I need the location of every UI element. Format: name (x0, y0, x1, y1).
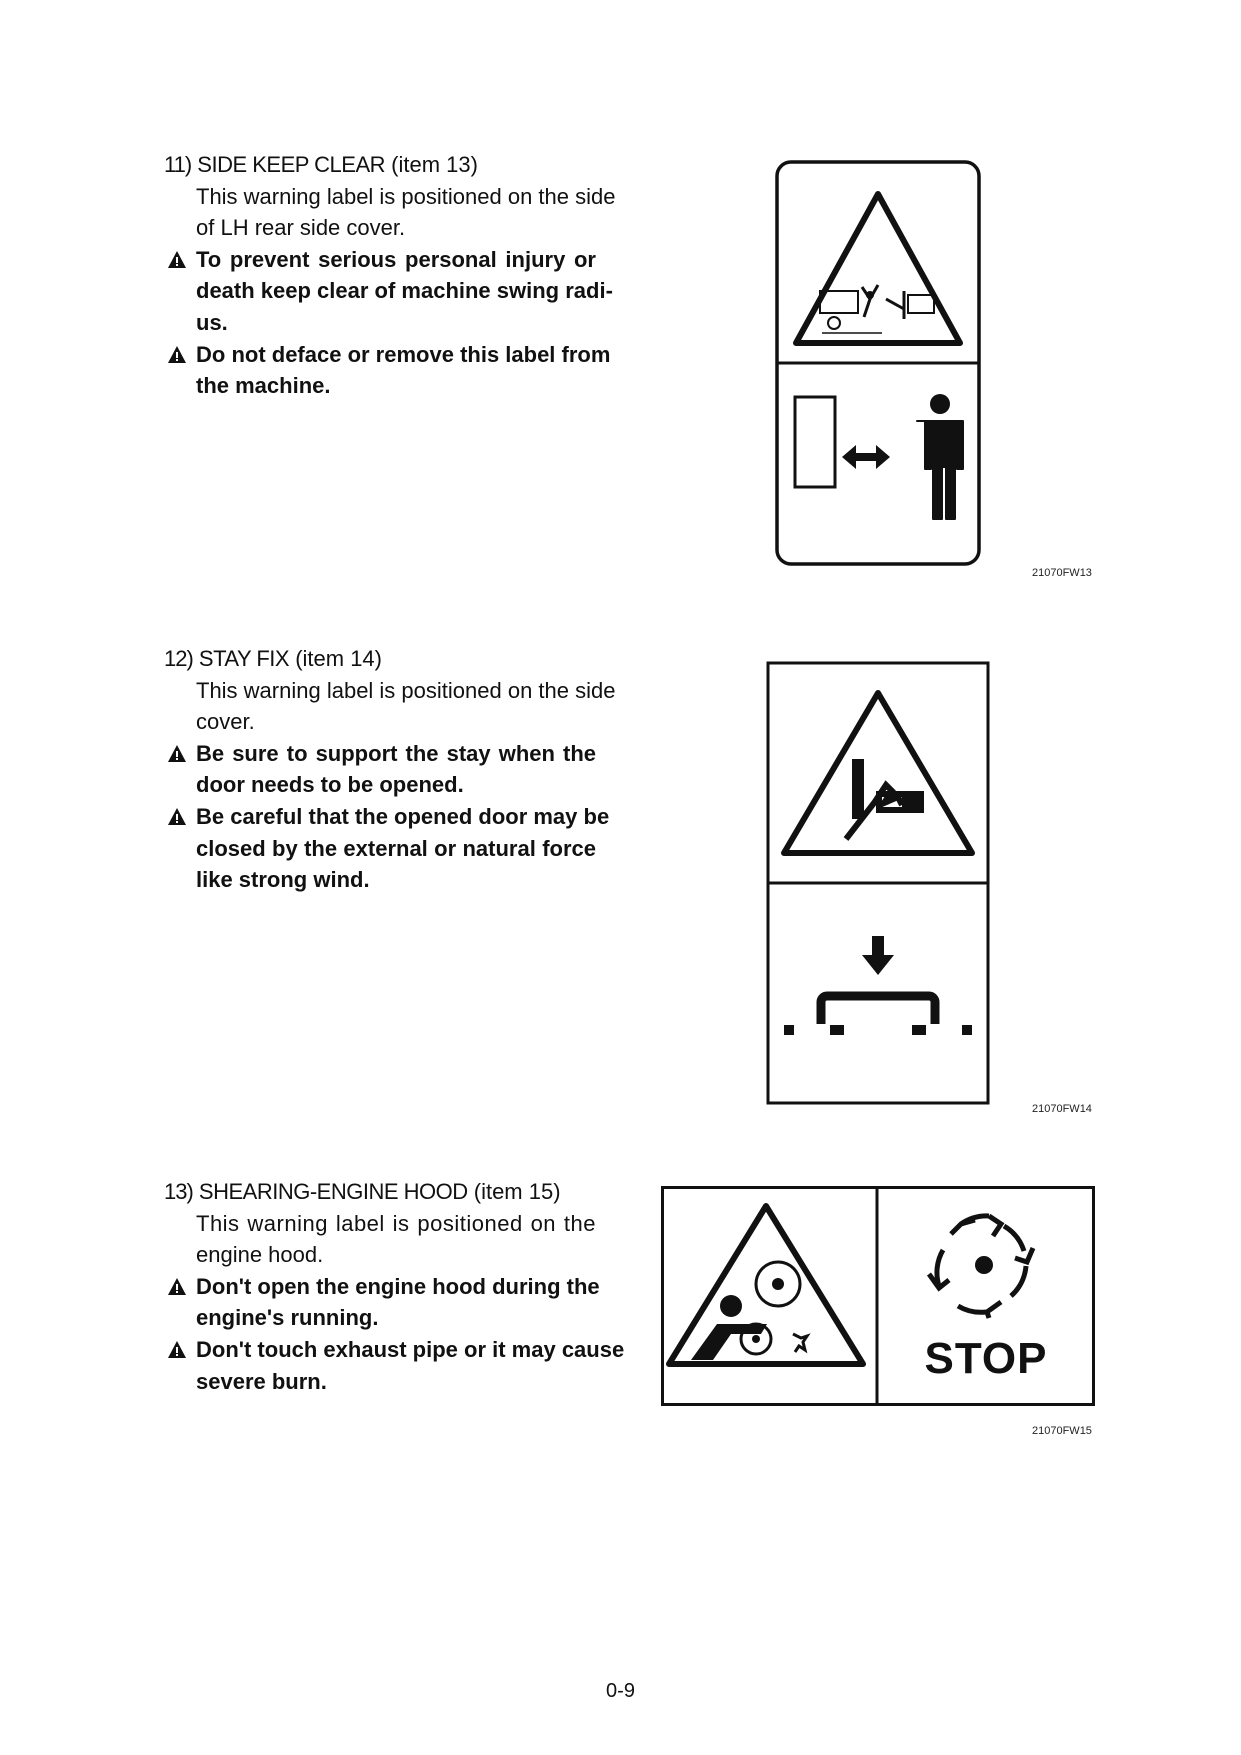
warning (196, 801, 610, 896)
figure-code: 21070FW14 (1032, 1103, 1092, 1115)
item-ref: (item 14) (295, 646, 382, 671)
description-line: This warning label is positioned on the side (196, 183, 616, 209)
warning-triangle-icon (168, 1278, 186, 1295)
section-title: STAY FIX (198, 646, 290, 671)
warning-line: like strong wind. (196, 867, 370, 893)
warning-line: closed by the external or natural force (196, 835, 596, 861)
warning (196, 339, 611, 402)
item-ref: (item 13) (391, 152, 478, 177)
warning (196, 738, 596, 801)
description (196, 675, 616, 738)
warning-line: Be careful that the opened door may be (196, 803, 610, 829)
item-ref: (item 15) (473, 1179, 561, 1204)
description-line: cover. (196, 709, 255, 735)
warning (196, 1334, 625, 1397)
warning-line: Don't open the engine hood during the (196, 1273, 600, 1299)
section-number: 12) (164, 646, 193, 671)
section-title: SHEARING-ENGINE HOOD (198, 1179, 468, 1204)
warning-line: severe burn. (196, 1368, 327, 1394)
warning-triangle-icon (168, 745, 186, 762)
section-number: 13) (164, 1179, 193, 1204)
stay-fix-label (766, 661, 990, 1105)
side-keep-clear-label (774, 159, 982, 567)
section-number: 11) (164, 152, 192, 177)
warning (196, 244, 613, 339)
warning (196, 1271, 600, 1334)
figure-code: 21070FW13 (1032, 567, 1092, 579)
description-line: This warning label is positioned on the side (196, 677, 616, 703)
section-side-keep-clear (164, 149, 616, 402)
warning-triangle-icon (168, 808, 186, 825)
section-heading (164, 643, 596, 675)
section-stay-fix (164, 643, 616, 896)
warning-line: the machine. (196, 373, 331, 399)
warning-line: Don't touch exhaust pipe or it may cause (196, 1336, 625, 1362)
description (196, 181, 616, 244)
section-shearing-engine-hood (164, 1176, 625, 1397)
description (196, 1208, 596, 1271)
warning-triangle-icon (168, 1341, 186, 1358)
warning-line: To prevent serious personal injury or (196, 246, 596, 272)
warning-line: Be sure to support the stay when the (196, 740, 596, 766)
page-number: 0-9 (606, 1680, 635, 1702)
section-heading (164, 149, 596, 181)
warning-line: death keep clear of machine swing radi- (196, 278, 613, 304)
description-line: engine hood. (196, 1242, 324, 1268)
warning-line: door needs to be opened. (196, 772, 464, 798)
section-title: SIDE KEEP CLEAR (197, 152, 386, 177)
warning-line: engine's running. (196, 1305, 379, 1331)
description-line: of LH rear side cover. (196, 215, 406, 241)
warning-line: us. (196, 309, 228, 335)
section-heading (164, 1176, 596, 1208)
stop-label-text: STOP (924, 1334, 1048, 1383)
warning-line: Do not deface or remove this label from (196, 341, 611, 367)
figure-code: 21070FW15 (1032, 1425, 1092, 1437)
description-line: This warning label is positioned on the (196, 1210, 596, 1236)
engine-hood-label (661, 1186, 1095, 1406)
warning-triangle-icon (168, 346, 186, 363)
warning-triangle-icon (168, 251, 186, 268)
